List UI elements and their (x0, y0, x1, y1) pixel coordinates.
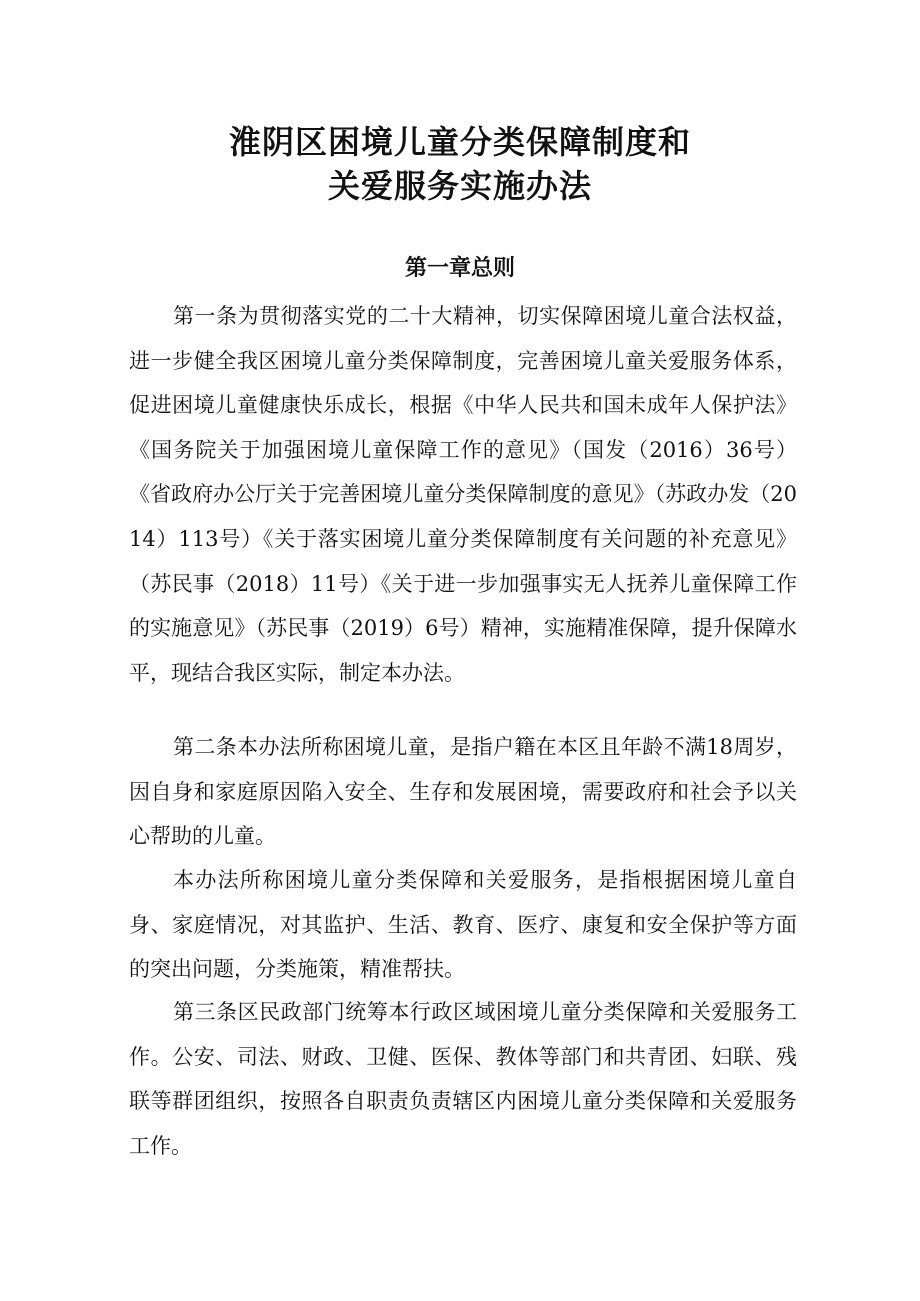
article-3-paragraph: 第三条区民政部门统筹本行政区域困境儿童分类保障和关爱服务工作。公安、司法、财政、卫健、医保、教体等部门和共青团、妇联、残联等群团组织，按照各自职责负责辖区内困境儿童分类保障和关爱服务工作。 (129, 1000, 797, 1158)
document-title-line-2: 关爱服务实施办法 (327, 167, 592, 205)
chapter-heading: 第一章总则 (404, 256, 515, 281)
document-title-line-1: 淮阴区困境儿童分类保障制度和 (228, 123, 691, 161)
article-2-definition-paragraph: 本办法所称困境儿童分类保障和关爱服务，是指根据困境儿童自身、家庭情况，对其监护、生活、教育、医疗、康复和安全保护等方面的突出问题，分类施策，精准帮扶。 (129, 868, 797, 982)
article-2-paragraph: 第二条本办法所称困境儿童，是指户籍在本区且年龄不满18周岁，因自身和家庭原因陷入安全、生存和发展困境，需要政府和社会予以关心帮助的儿童。 (129, 735, 797, 849)
article-1-paragraph: 第一条为贯彻落实党的二十大精神，切实保障困境儿童合法权益，进一步健全我区困境儿童分类保障制度，完善困境儿童关爱服务体系，促进困境儿童健康快乐成长，根据《中华人民共和国未成年人保护法》《国务院关于加强困境儿童保障工作的意见》（国发（2016）36号）《省政府办公厅关于完善困境儿童分类保障制度的意见》（苏政办发（2014）113号）《关于落实困境儿童分类保障制度有关问题的补充意见》（苏民事（2018）11号）《关于进一步加强事实无人抚养儿童保障工作的实施意见》（苏民事（2019）6号）精神，实施精准保障，提升保障水平，现结合我区实际，制定本办法。 (129, 304, 797, 685)
